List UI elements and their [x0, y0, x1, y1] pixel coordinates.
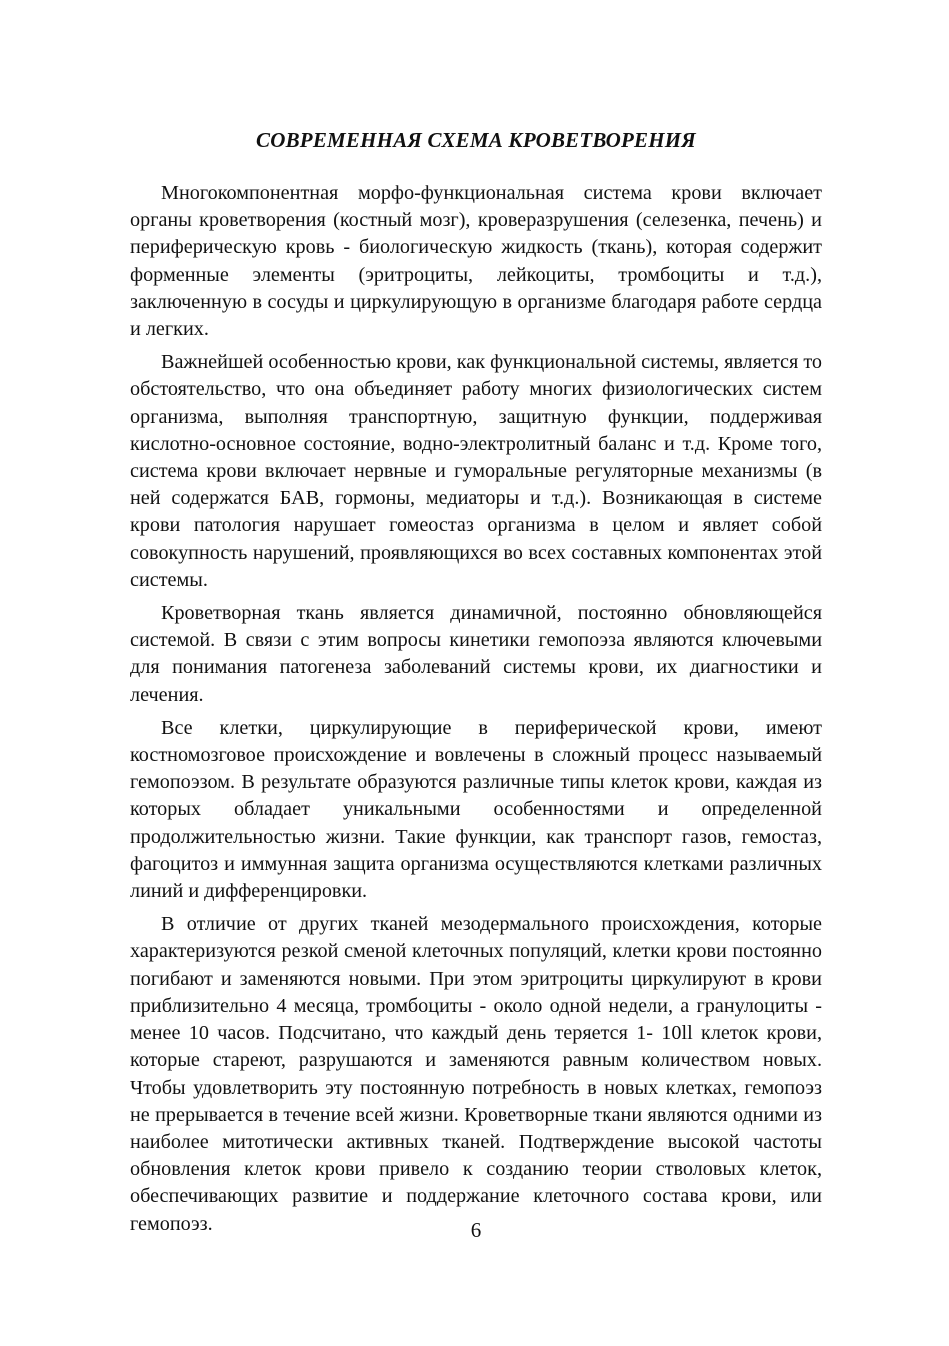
paragraph-5: В отличие от других тканей мезодермального происхождения, которые характеризуются резкой сменой клеточных популяций, клетки крови постоянно погибают и заменяются новыми. При этом эритроциты циркулируют в крови приблизительно 4 месяца, тромбоциты - около одной недели, а гранулоциты - менее 10 часов. Подсчитано, что каждый день теряется 1- 10ll клеток крови, которые стареют, разрушаются и заменяются равным количеством новых. Чтобы удовлетворить эту постоянную потребность в новых клетках, гемопоэз не прерывается в течение всей жизни. Кроветворные ткани являются одними из наиболее митотически активных тканей. Подтверждение высокой частоты обновления клеток крови привело к созданию теории стволовых клеток, обеспечивающих развитие и поддержание клеточного состава крови, или гемопоэз.: [130, 913, 822, 1235]
paragraph-1: Многокомпонентная морфо-функциональная система крови включает органы кроветворения (костный мозг), кроверазрушения (селезенка, печень) и периферическую кровь - биологическую жидкость (ткань), которая содержит форменные элементы (эритроциты, лейкоциты, тромбоциты и т.д.), заключенную в сосуды и циркулирующую в организме благодаря работе сердца и легких.: [130, 182, 822, 341]
page-number: 6: [470, 1218, 482, 1242]
paragraph-3: Кроветворная ткань является динамичной, постоянно обновляющейся системой. В связи с этим вопросы кинетики гемопоэза являются ключевыми для понимания патогенеза заболеваний системы крови, их диагностики и лечения.: [130, 602, 822, 706]
body-text: [130, 180, 822, 1244]
page-title: СОВРЕМЕННАЯ СХЕМА КРОВЕТВОРЕНИЯ: [256, 128, 696, 152]
paragraph-4: Все клетки, циркулирующие в периферической крови, имеют костномозговое происхождение и вовлечены в сложный процесс называемый гемопоэзом. В результате образуются различные типы клеток крови, каждая из которых обладает уникальными особенностями и определенной продолжительностью жизни. Такие функции, как транспорт газов, гемостаз, фагоцитоз и иммунная защита организма осуществляются клетками различных линий и дифференцировки.: [130, 716, 822, 903]
paragraph-2: Важнейшей особенностью крови, как функциональной системы, является то обстоятельство, что она объединяет работу многих физиологических систем организма, выполняя транспортную, защитную функции, поддерживая кислотно-основное состояние, водно-электролитный баланс и т.д. Кроме того, система крови включает нервные и гуморальные регуляторные механизмы (в ней содержатся БАВ, гормоны, медиаторы и т.д.). Возникающая в системе крови патология нарушает гомеостаз организма в целом и являет собой совокупность нарушений, проявляющихся во всех составных компонентах этой системы.: [130, 351, 822, 591]
